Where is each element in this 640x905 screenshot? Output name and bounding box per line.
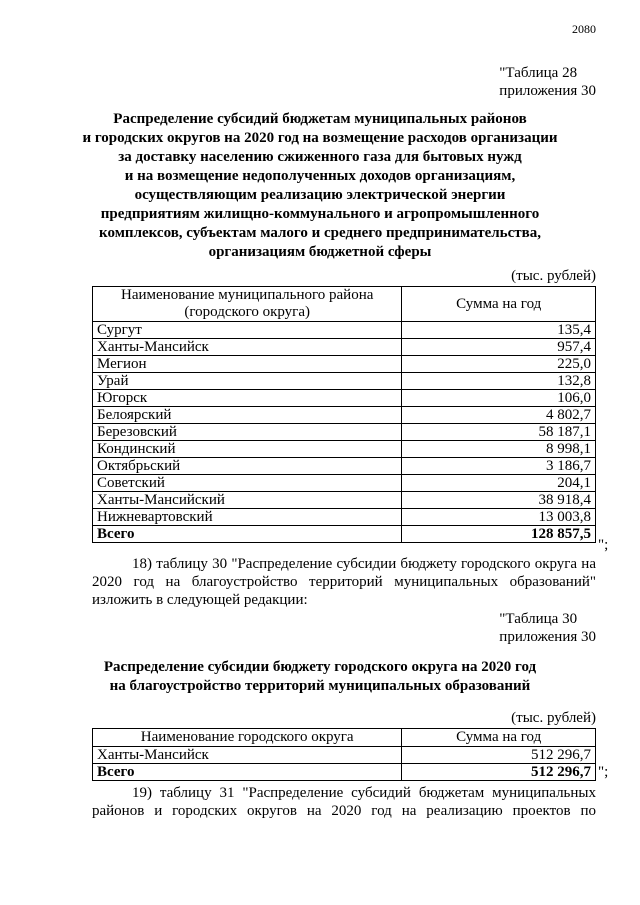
table-row — [93, 747, 596, 764]
row-name: Мегион — [93, 356, 402, 373]
table30-unit: (тыс. рублей) — [511, 710, 596, 726]
page-number: 2080 — [572, 22, 596, 36]
total-label: Всего — [93, 526, 402, 543]
row-value: 106,0 — [402, 390, 596, 407]
row-value: 204,1 — [402, 475, 596, 492]
header-col-name-line2: (городского округа) — [184, 304, 310, 320]
row-name: Березовский — [93, 424, 402, 441]
row-value: 225,0 — [402, 356, 596, 373]
table30-title-line: на благоустройство территорий муниципальных образований — [109, 678, 531, 694]
row-name: Ханты-Мансийск — [93, 747, 402, 764]
table-row — [93, 441, 596, 458]
table-row — [93, 475, 596, 492]
table-row — [93, 407, 596, 424]
table28-caption — [499, 64, 596, 100]
row-value: 3 186,7 — [402, 458, 596, 475]
table30-caption-line1: "Таблица 30 — [499, 611, 578, 627]
table-total-row — [93, 764, 596, 781]
row-value: 58 187,1 — [402, 424, 596, 441]
table-row — [93, 458, 596, 475]
row-name: Ханты-Мансийск — [93, 339, 402, 356]
paragraph-19-line1: 19) таблицу 31 "Распределение субсидий бюджетам муниципальных — [132, 785, 596, 801]
table30 — [92, 728, 596, 781]
table-row — [93, 373, 596, 390]
table28-title — [60, 110, 580, 262]
table28-close-quote: "; — [598, 537, 609, 553]
table-row — [93, 356, 596, 373]
row-name: Советский — [93, 475, 402, 492]
table-row — [93, 322, 596, 339]
row-value: 957,4 — [402, 339, 596, 356]
table-row — [93, 492, 596, 509]
row-value: 13 003,8 — [402, 509, 596, 526]
row-name: Октябрьский — [93, 458, 402, 475]
row-value: 4 802,7 — [402, 407, 596, 424]
table28-title-line: Распределение субсидий бюджетам муниципальных районов — [113, 111, 527, 127]
row-value: 8 998,1 — [402, 441, 596, 458]
table-row — [93, 509, 596, 526]
row-name: Сургут — [93, 322, 402, 339]
row-name: Ханты-Мансийский — [93, 492, 402, 509]
header-col-name: Наименование городского округа — [93, 729, 402, 747]
table28 — [92, 286, 596, 543]
table30-close-quote: "; — [598, 764, 609, 780]
paragraph-18-line1: 18) таблицу 30 "Распределение субсидии бюджету городского округа на — [132, 556, 596, 572]
paragraph-19-line2: районов и городских округов на 2020 год на реализацию проектов по — [92, 803, 596, 819]
paragraph-18-line2: 2020 год на благоустройство территорий муниципальных образований" — [92, 574, 596, 590]
row-value: 38 918,4 — [402, 492, 596, 509]
table30-caption-line2: приложения 30 — [499, 629, 596, 645]
table-row — [93, 390, 596, 407]
table-header-row — [93, 729, 596, 747]
paragraph-18-line3: изложить в следующей редакции: — [92, 592, 308, 608]
total-value: 128 857,5 — [402, 526, 596, 543]
total-label: Всего — [93, 764, 402, 781]
table28-caption-line1: "Таблица 28 — [499, 65, 578, 81]
table30-title — [60, 658, 580, 696]
table28-title-line: и городских округов на 2020 год на возмещение расходов организации — [82, 130, 558, 146]
paragraph-19 — [92, 784, 596, 820]
table-row — [93, 339, 596, 356]
table-header-row — [93, 287, 596, 322]
header-col-name — [93, 287, 402, 322]
row-name: Белоярский — [93, 407, 402, 424]
table28-title-line: и на возмещение недополученных доходов организациям, — [124, 168, 516, 184]
total-value: 512 296,7 — [402, 764, 596, 781]
table30-caption — [499, 610, 596, 646]
table28-unit: (тыс. рублей) — [511, 268, 596, 284]
table28-title-line: за доставку населению сжиженного газа для бытовых нужд — [118, 149, 522, 165]
table28-title-line: осуществляющим реализацию электрической энергии — [134, 187, 506, 203]
table28-title-line: организациям бюджетной сферы — [208, 244, 432, 260]
table30-title-line: Распределение субсидии бюджету городского округа на 2020 год — [103, 659, 537, 675]
table28-title-line: комплексов, субъектам малого и среднего предпринимательства, — [99, 225, 541, 241]
row-name: Урай — [93, 373, 402, 390]
paragraph-18 — [92, 555, 596, 609]
row-name: Кондинский — [93, 441, 402, 458]
row-value: 512 296,7 — [402, 747, 596, 764]
table28-title-line: предприятиям жилищно-коммунального и агропромышленного — [100, 206, 540, 222]
row-value: 135,4 — [402, 322, 596, 339]
row-name: Нижневартовский — [93, 509, 402, 526]
header-col-name-line1: Наименование муниципального района — [121, 287, 374, 303]
row-name: Югорск — [93, 390, 402, 407]
header-col-sum: Сумма на год — [402, 729, 596, 747]
row-value: 132,8 — [402, 373, 596, 390]
table28-caption-line2: приложения 30 — [499, 83, 596, 99]
header-col-sum: Сумма на год — [402, 287, 596, 322]
table-total-row — [93, 526, 596, 543]
table-row — [93, 424, 596, 441]
